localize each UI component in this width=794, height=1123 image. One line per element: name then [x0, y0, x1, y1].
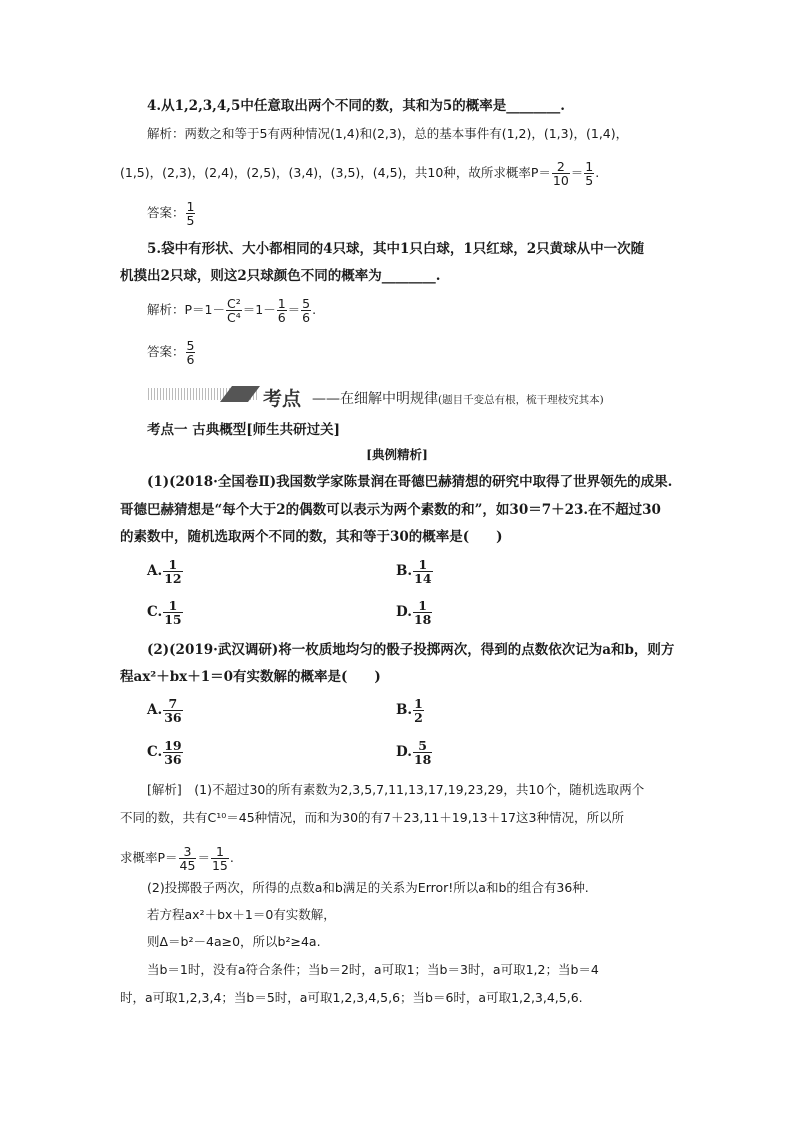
q5-answer [147, 339, 196, 366]
q5-f1-num: 1 [277, 296, 286, 311]
jiexi-line5: 若方程ax²＋bx＋1＝0有实数解， [147, 907, 336, 922]
ex2-option-a-label: A. [147, 702, 163, 718]
ex2-d-den: 18 [413, 752, 432, 767]
ex2-option-d-fraction [413, 739, 432, 766]
q4-equals: ＝ [570, 165, 584, 180]
q4-frac-a-num: 2 [552, 160, 570, 174]
q5-solution-label: 解析：P＝1－ [147, 302, 225, 317]
ex2-c-num: 19 [164, 738, 182, 753]
q5-fraction-2 [301, 297, 311, 324]
q5-answer-fraction [186, 339, 196, 366]
ex2-c-den: 36 [164, 752, 182, 767]
ex2-option-b [396, 697, 425, 724]
q5-f2-den: 6 [302, 310, 311, 325]
ex2-b-den: 2 [414, 710, 423, 725]
ex2-option-a [147, 697, 184, 724]
ex1-line1: (1)(2018·全国卷Ⅱ)我国数学家陈景润在哥德巴赫猜想的研究中取得了世界领先的成果. [147, 474, 673, 490]
example-title: [典例精析] [366, 447, 428, 462]
ex1-c-num: 1 [163, 599, 182, 613]
ex2-line2: 程ax²＋bx＋1＝0有实数解的概率是( ) [120, 669, 381, 685]
ex2-option-b-label: B. [396, 702, 413, 718]
q4-solution-text: (1,5)，(2,3)，(2,4)，(2,5)，(3,4)，(3,5)，(4,5)，共10种，故所求概率P＝ [120, 165, 551, 180]
q5-equals: ＝ [287, 302, 301, 317]
ex1-line2: 哥德巴赫猜想是“每个大于2的偶数可以表示为两个素数的和”，如30＝7＋23.在不超过30 [120, 502, 661, 518]
q4-answer-fraction [186, 200, 196, 227]
q5-mid: ＝1－ [242, 302, 276, 317]
section-title: 考点 [263, 388, 302, 410]
ex2-option-c [147, 739, 184, 766]
ex2-option-c-label: C. [147, 744, 163, 760]
ex2-b-num: 1 [414, 696, 423, 711]
ex2-option-c-fraction [163, 739, 182, 766]
jiexi-fraction-2 [211, 845, 229, 872]
q5-solution: 解析：P＝1－ $\frac{\text{C²}}{\text{C⁴}}$ ＝1－ $\frac{1}{6}$ ＝ $\frac{5}{6}$ . [147, 296, 317, 325]
ex1-option-b-label: B. [396, 563, 413, 579]
ex1-option-d-label: D. [396, 604, 412, 620]
q4-answer-den: 5 [186, 213, 195, 228]
q5-stem-line1: 5.袋中有形状、大小都相同的4只球，其中1只白球，1只红球，2只黄球从中一次随 [147, 241, 645, 257]
ex1-option-a-fraction [163, 558, 182, 585]
ex2-option-d [396, 739, 433, 766]
ex1-d-num: 1 [413, 599, 432, 613]
jiexi-line1: [解析] (1)不超过30的所有素数为2,3,5,7,11,13,17,19,23,29，共10个，随机选取两个 [147, 782, 645, 797]
ex1-option-d [396, 599, 433, 626]
kaodian-heading: 考点一 古典概型[师生共研过关] [147, 422, 340, 438]
jiexi-line7: 当b＝1时，没有a符合条件；当b＝2时，a可取1；当b＝3时，a可取1,2；当b＝4 [147, 962, 599, 977]
ex1-option-b [396, 558, 434, 585]
ex1-option-a-label: A. [147, 563, 163, 579]
ex1-option-d-fraction [413, 599, 432, 626]
ex2-d-num: 5 [413, 739, 432, 753]
ex2-a-num: 7 [163, 697, 182, 711]
q5-combination-fraction [226, 297, 242, 324]
ex1-option-a [147, 558, 184, 585]
jiexi-equals: ＝ [197, 850, 210, 865]
q4-frac-a-den: 10 [552, 173, 569, 188]
ex1-option-c-fraction [163, 599, 182, 626]
jiexi-line3-text: 求概率P＝ [120, 850, 178, 865]
section-subtitle-text: ——在细解中明规律 [312, 391, 438, 407]
section-subtitle [312, 388, 604, 408]
ex1-a-num: 1 [163, 558, 182, 572]
q5-answer-label: 答案： [147, 344, 185, 359]
q4-fraction-b [584, 160, 594, 187]
q5-fraction-1 [277, 297, 287, 324]
jiexi-line4: (2)投掷骰子两次，所得的点数a和b满足的关系为Error!所以a和b的组合有36种. [147, 880, 589, 895]
ex1-line3: 的素数中，随机选取两个不同的数，其和等于30的概率是( ) [120, 529, 503, 545]
q4-solution-line1: 解析：两数之和等于5有两种情况(1,4)和(2,3)，总的基本事件有(1,2)，(1,3)，(1,4)， [147, 126, 629, 141]
ex2-option-a-fraction [163, 697, 182, 724]
q4-answer [147, 200, 196, 227]
ex2-option-b-fraction [413, 697, 424, 724]
q4-frac-b-den: 5 [585, 173, 594, 188]
ex1-a-den: 12 [164, 571, 182, 586]
ex1-option-c [147, 599, 184, 626]
q4-fraction-a [552, 160, 570, 187]
ex2-a-den: 36 [164, 710, 182, 725]
ex2-line1: (2)(2019·武汉调研)将一枚质地均匀的骰子投掷两次，得到的点数依次记为a和b，则方 [147, 642, 675, 658]
jiexi-line3: 求概率P＝ $\frac{3}{45}$ ＝ $\frac{1}{15}$ . [120, 844, 234, 873]
q5-stem-line2: 机摸出2只球，则这2只球颜色不同的概率为________. [120, 268, 441, 284]
ex1-option-c-label: C. [147, 604, 163, 620]
q5-c-top: C² [227, 296, 241, 311]
q5-answer-den: 6 [186, 352, 195, 367]
q4-answer-num: 1 [186, 199, 195, 214]
jiexi-f1-den: 45 [179, 858, 196, 873]
section-note: (题目千变总有根，梳干理枝究其本) [438, 394, 604, 406]
ex1-b-num: 1 [413, 558, 432, 572]
ex1-b-den: 14 [414, 571, 432, 586]
ex1-option-b-fraction [413, 558, 432, 585]
jiexi-f2-den: 15 [211, 858, 228, 873]
q5-c-bot: C⁴ [227, 310, 241, 325]
jiexi-f2-num: 1 [211, 845, 229, 859]
ex2-option-d-label: D. [396, 744, 412, 760]
q5-f2-num: 5 [302, 296, 311, 311]
jiexi-f1-num: 3 [179, 845, 197, 859]
q4-stem: 4.从1,2,3,4,5中任意取出两个不同的数，其和为5的概率是________. [147, 98, 565, 114]
jiexi-line2: 不同的数，共有C¹⁰＝45种情况，而和为30的有7＋23,11＋19,13＋17这3种情况，所以所 [120, 810, 624, 825]
q5-answer-num: 5 [186, 338, 195, 353]
q4-answer-label: 答案： [147, 205, 185, 220]
ex1-c-den: 15 [164, 612, 182, 627]
q4-frac-b-num: 1 [585, 159, 594, 174]
jiexi-line8: 时，a可取1,2,3,4；当b＝5时，a可取1,2,3,4,5,6；当b＝6时，a可取1,2,3,4,5,6. [120, 990, 583, 1005]
jiexi-line6: 则Δ＝b²－4a≥0，所以b²≥4a. [147, 934, 321, 949]
q5-f1-den: 6 [277, 310, 286, 325]
ex1-d-den: 18 [413, 612, 432, 627]
q4-solution-line2: (1,5)，(2,3)，(2,4)，(2,5)，(3,4)，(3,5)，(4,5)，共10种，故所求概率P＝ $\frac{2}{10}$ ＝ $\frac{1}{5}$ . [120, 159, 600, 188]
jiexi-fraction-1 [179, 845, 197, 872]
